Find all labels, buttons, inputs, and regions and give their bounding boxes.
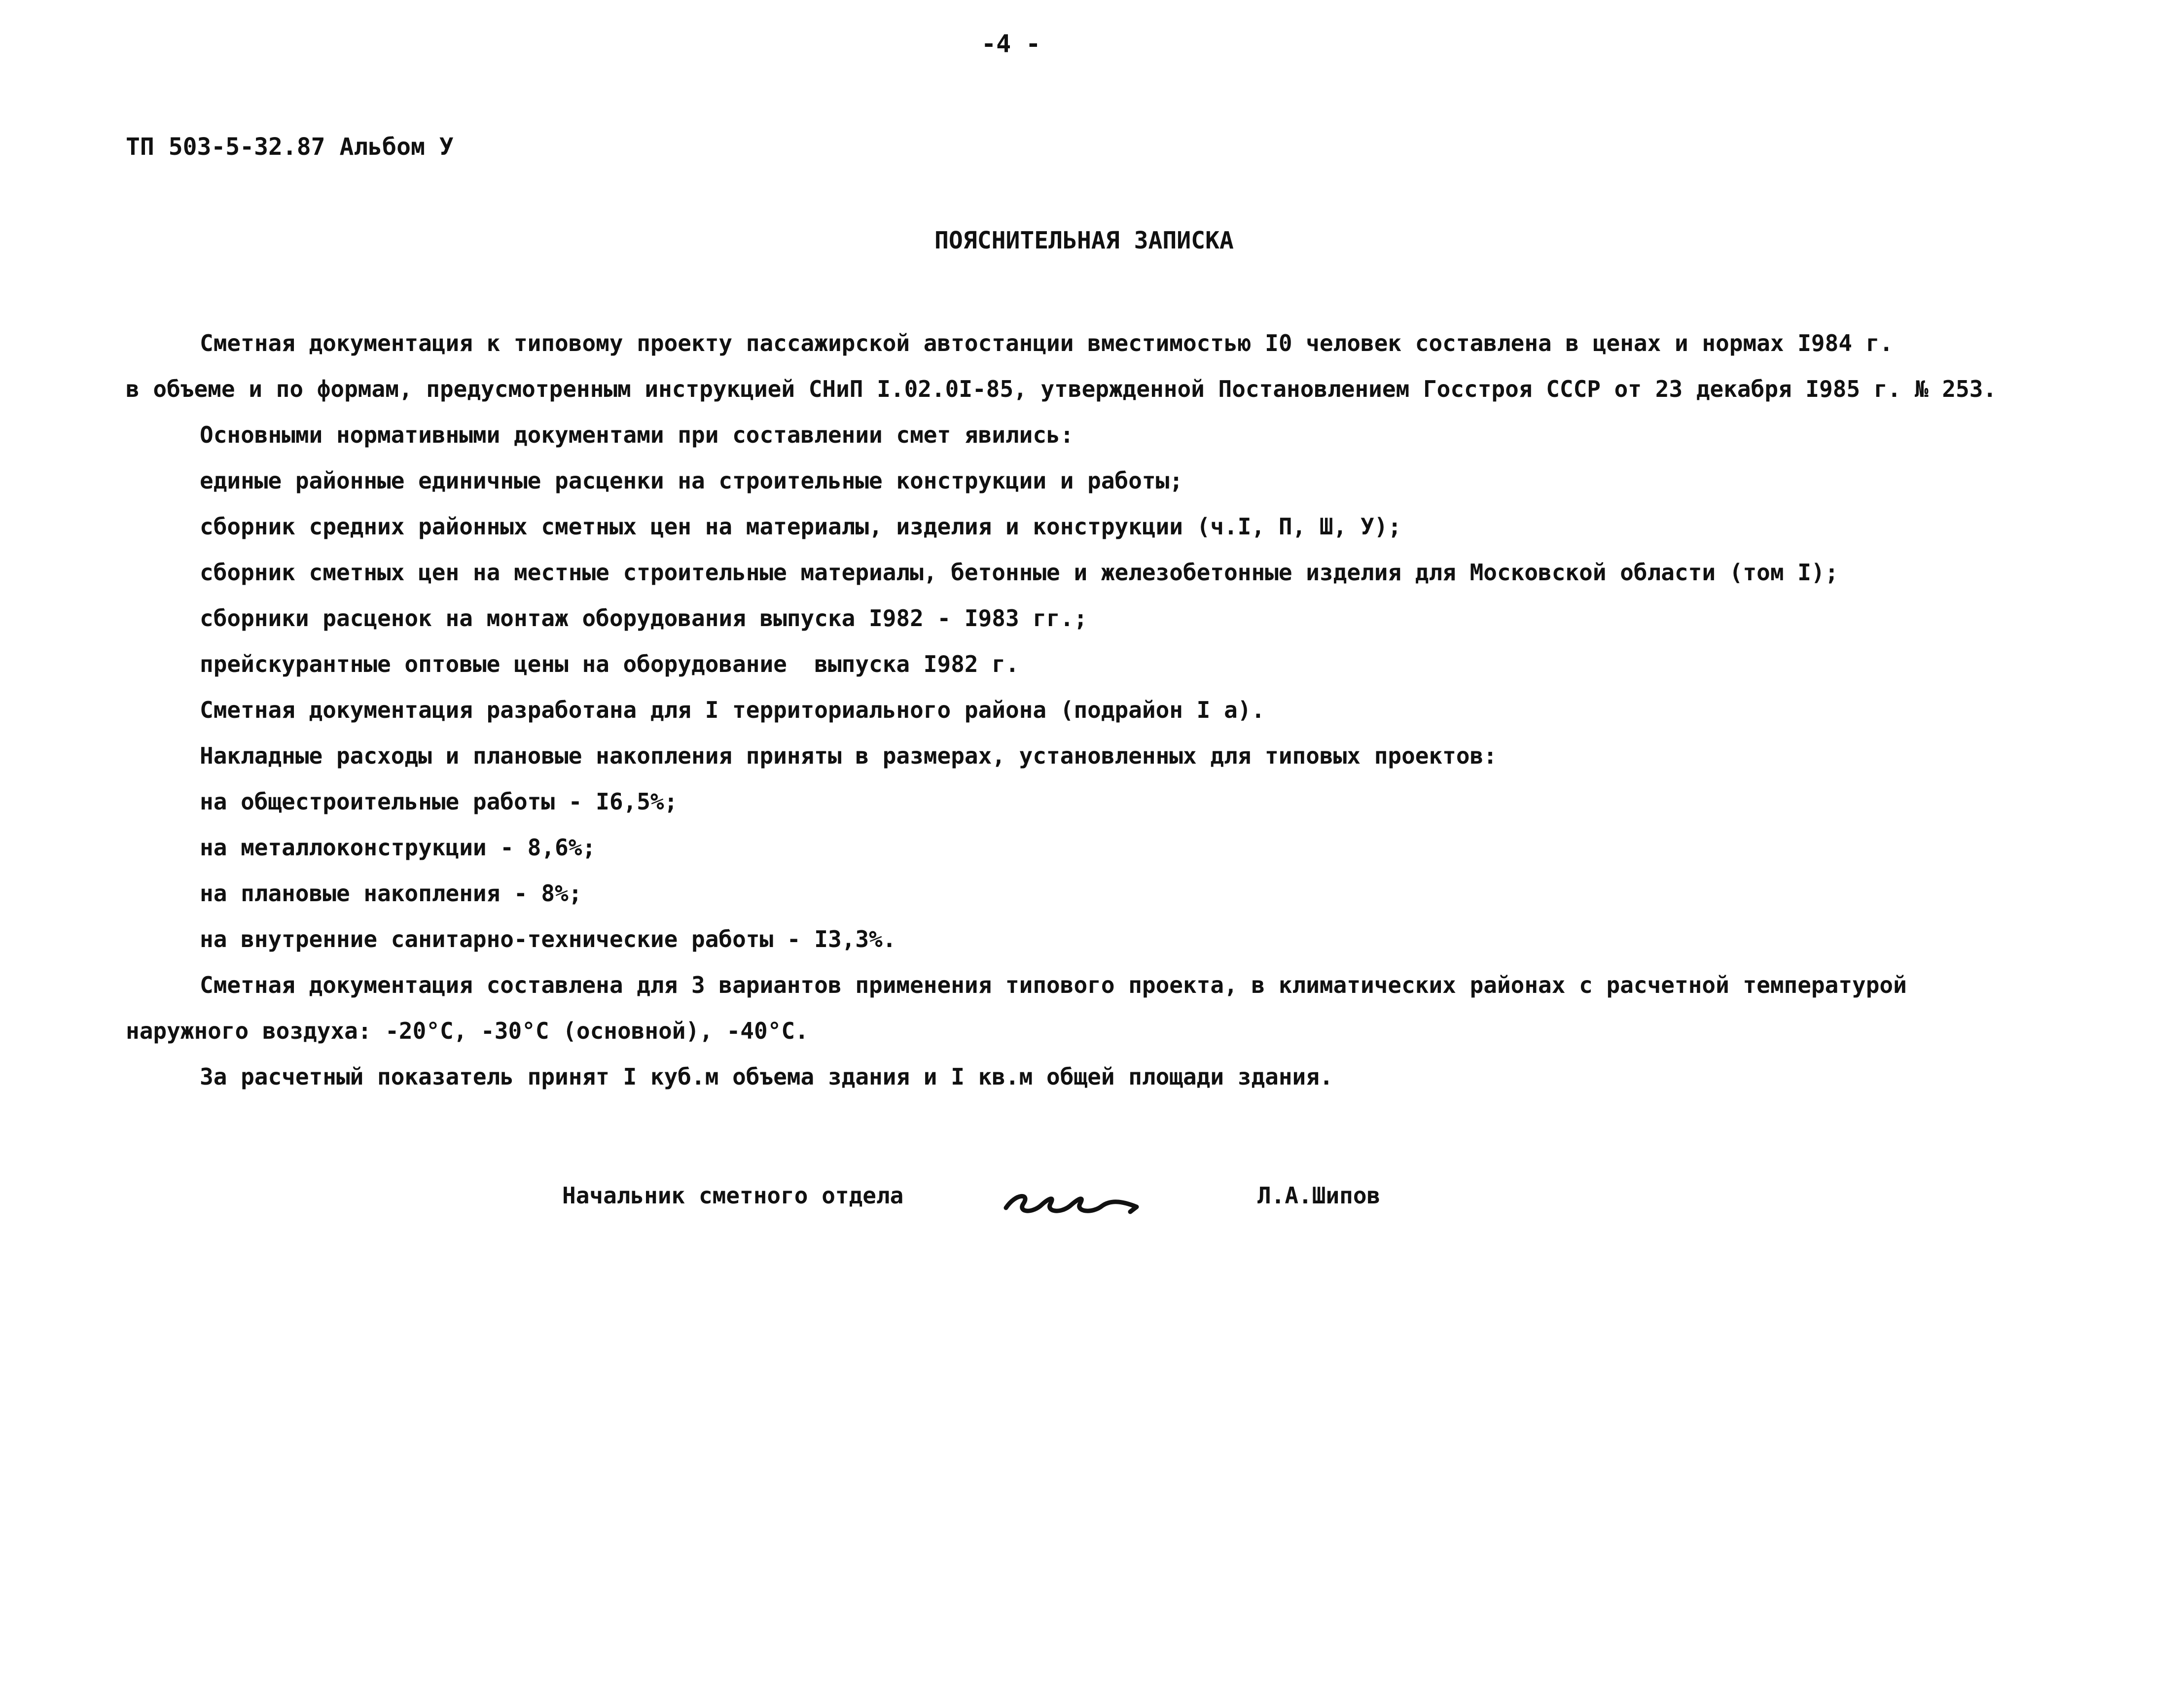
text-line: на металлоконструкции - 8,6%; [200,834,596,861]
signatory-role: Начальник сметного отдела [562,1182,904,1209]
text-line: на плановые накопления - 8%; [200,880,582,907]
text-line: Сметная документация разработана для I территориального района (подрайон I а). [200,697,1265,723]
signature-block [562,1173,1548,1232]
text-line: За расчетный показатель принят I куб.м объема здания и I кв.м общей площади здания. [200,1063,1333,1090]
text-line: на общестроительные работы - I6,5%; [200,788,678,815]
text-line: сборник сметных цен на местные строительные материалы, бетонные и железобетонные изделия для Московской области (том I); [200,559,1839,586]
explanatory-note-body [126,320,2098,1100]
text-line: Сметная документация к типовому проекту пассажирской автостанции вместимостью I0 человек составлена в ценах и нормах I984 г. [200,330,1894,356]
text-line: Основными нормативными документами при составлении смет явились: [200,422,1074,448]
text-line: в объеме и по формам, предусмотренным инструкцией СНиП I.02.0I-85, утвержденной Постановлением Госстроя СССР от 23 декабря I985 г. № 253. [126,376,1997,402]
text-line: сборники расценок на монтаж оборудования выпуска I982 - I983 гг.; [200,605,1088,632]
text-line: на внутренние санитарно-технические работы - I3,3%. [200,926,896,952]
signatory-name: Л.А.Шипов [1257,1182,1381,1209]
document-title: ПОЯСНИТЕЛЬНАЯ ЗАПИСКА [934,227,1234,254]
handwritten-signature-icon [1001,1173,1149,1228]
text-line: сборник средних районных сметных цен на материалы, изделия и конструкции (ч.I, П, Ш, У); [200,513,1402,540]
text-line: Накладные расходы и плановые накопления приняты в размерах, установленных для типовых проектов: [200,742,1497,769]
text-line: Сметная документация составлена для 3 вариантов применения типового проекта, в климатических районах с расчетной температурой [200,972,1907,998]
document-code: ТП 503-5-32.87 Альбом У [126,133,454,161]
text-line: наружного воздуха: -20°С, -30°С (основной), -40°С. [126,1018,809,1044]
text-line: единые районные единичные расценки на строительные конструкции и работы; [200,467,1183,494]
page-number: -4 - [981,30,1041,58]
text-line: прейскурантные оптовые цены на оборудование выпуска I982 г. [200,651,1019,677]
